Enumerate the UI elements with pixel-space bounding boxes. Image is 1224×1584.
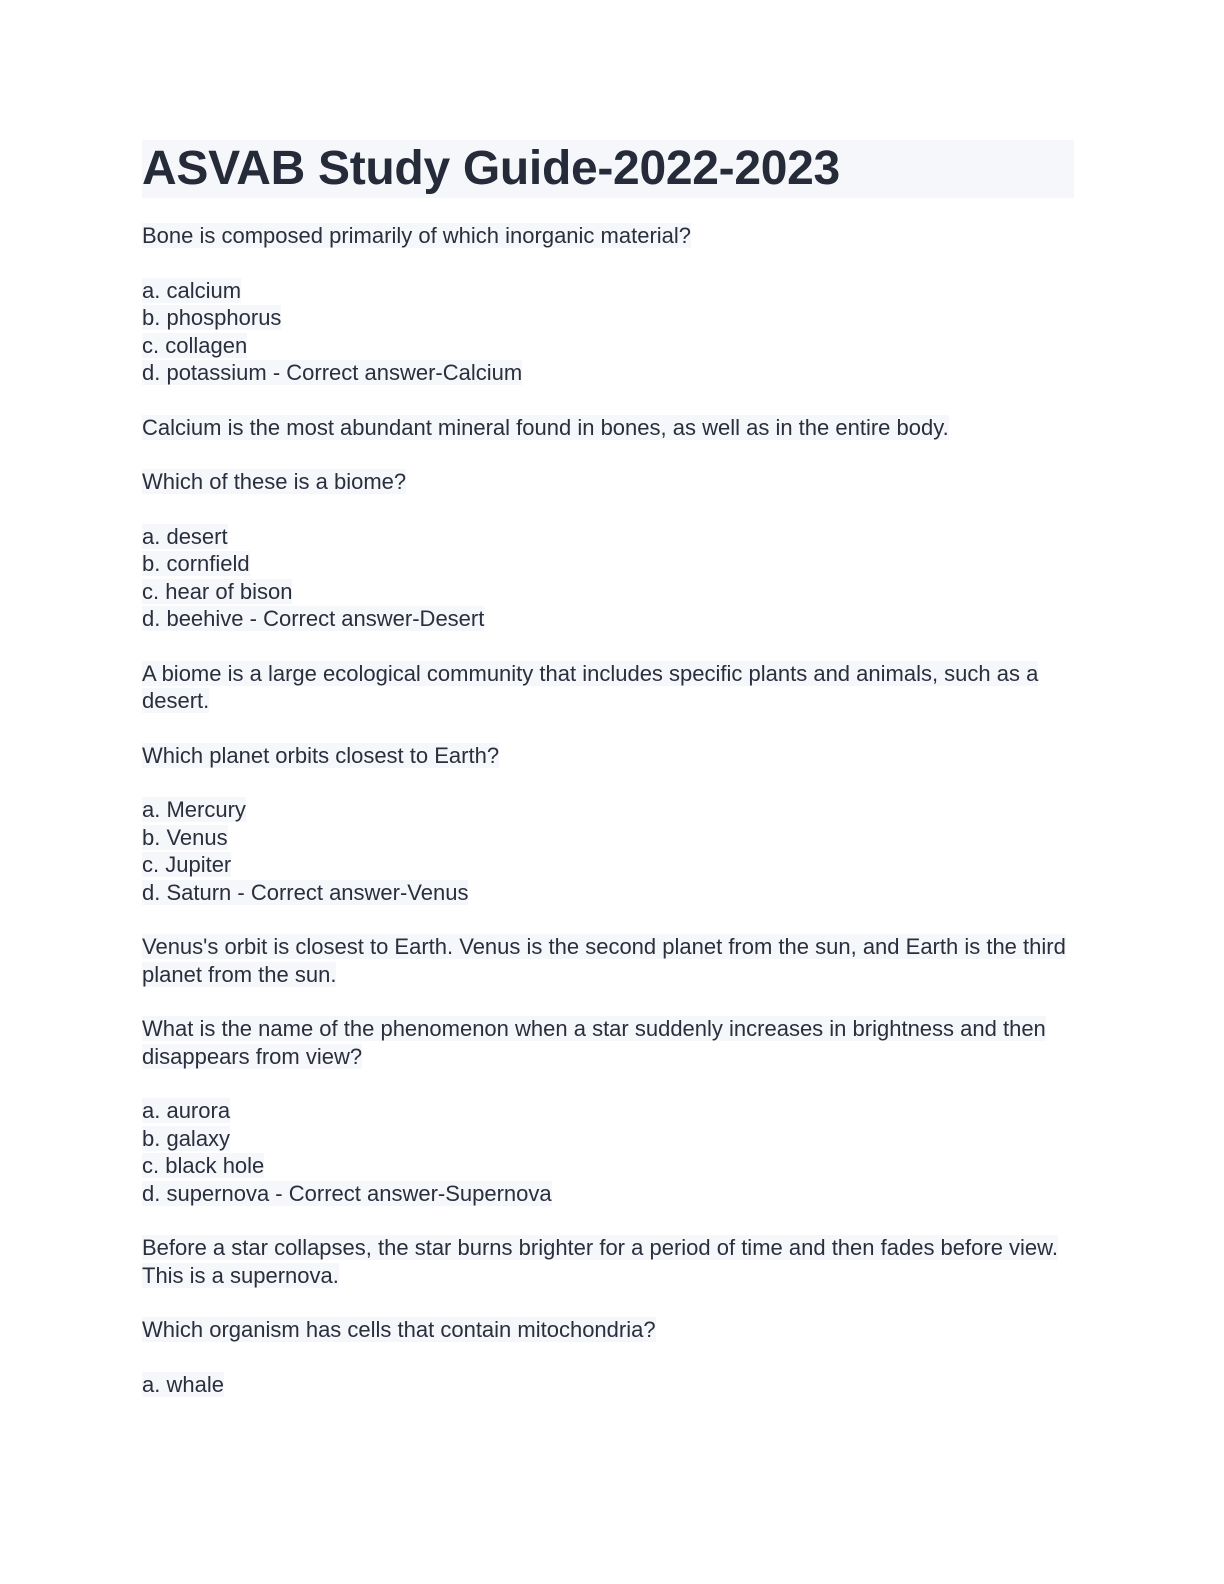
option-c: c. hear of bison	[142, 578, 293, 604]
option-a: a. calcium	[142, 277, 242, 303]
explanation-text: Venus's orbit is closest to Earth. Venus is the second planet from the sun, and Earth is the third planet from the sun.	[142, 934, 1066, 987]
explanation-text: Calcium is the most abundant mineral found in bones, as well as in the entire body.	[142, 414, 949, 440]
option-a: a. desert	[142, 523, 228, 549]
question-text: Bone is composed primarily of which inorganic material?	[142, 223, 692, 248]
option-d-answer: d. potassium - Correct answer-Calcium	[142, 360, 523, 385]
question-2-explanation	[142, 660, 1074, 715]
option-d-answer: d. Saturn - Correct answer-Venus	[142, 879, 469, 905]
option-d-answer: d. beehive - Correct answer-Desert	[142, 606, 485, 631]
question-2-options	[142, 523, 1074, 633]
question-1-options	[142, 277, 1074, 387]
question-text: Which of these is a biome?	[142, 469, 407, 494]
question-text: What is the name of the phenomenon when a star suddenly increases in brightness and then disappears from view?	[142, 1016, 1046, 1069]
question-2	[142, 468, 1074, 496]
option-b: b. Venus	[142, 824, 228, 850]
question-1-explanation	[142, 414, 1074, 442]
question-text: Which planet orbits closest to Earth?	[142, 742, 500, 768]
question-text: Which organism has cells that contain mitochondria?	[142, 1317, 656, 1342]
option-a: a. whale	[142, 1371, 224, 1397]
option-c: c. collagen	[142, 332, 248, 358]
question-4-explanation	[142, 1234, 1074, 1289]
option-b: b. phosphorus	[142, 305, 282, 330]
question-5-options	[142, 1371, 1074, 1399]
explanation-text: Before a star collapses, the star burns brighter for a period of time and then fades before view. This is a supernova.	[142, 1235, 1058, 1288]
explanation-text: A biome is a large ecological community that includes specific plants and animals, such as a desert.	[142, 660, 1039, 713]
question-4	[142, 1015, 1074, 1070]
question-3	[142, 742, 1074, 770]
question-1	[142, 222, 1074, 250]
option-c: c. Jupiter	[142, 852, 232, 877]
question-4-options	[142, 1097, 1074, 1207]
option-a: a. Mercury	[142, 797, 246, 822]
option-b: b. cornfield	[142, 551, 250, 576]
question-3-options	[142, 796, 1074, 906]
option-a: a. aurora	[142, 1098, 231, 1123]
question-3-explanation	[142, 933, 1074, 988]
option-c: c. black hole	[142, 1153, 265, 1178]
document-title: ASVAB Study Guide-2022-2023	[142, 142, 840, 195]
document-page	[142, 140, 1074, 1425]
option-d-answer: d. supernova - Correct answer-Supernova	[142, 1180, 552, 1206]
question-5	[142, 1316, 1074, 1344]
option-b: b. galaxy	[142, 1125, 231, 1151]
title-bar	[142, 140, 1074, 198]
